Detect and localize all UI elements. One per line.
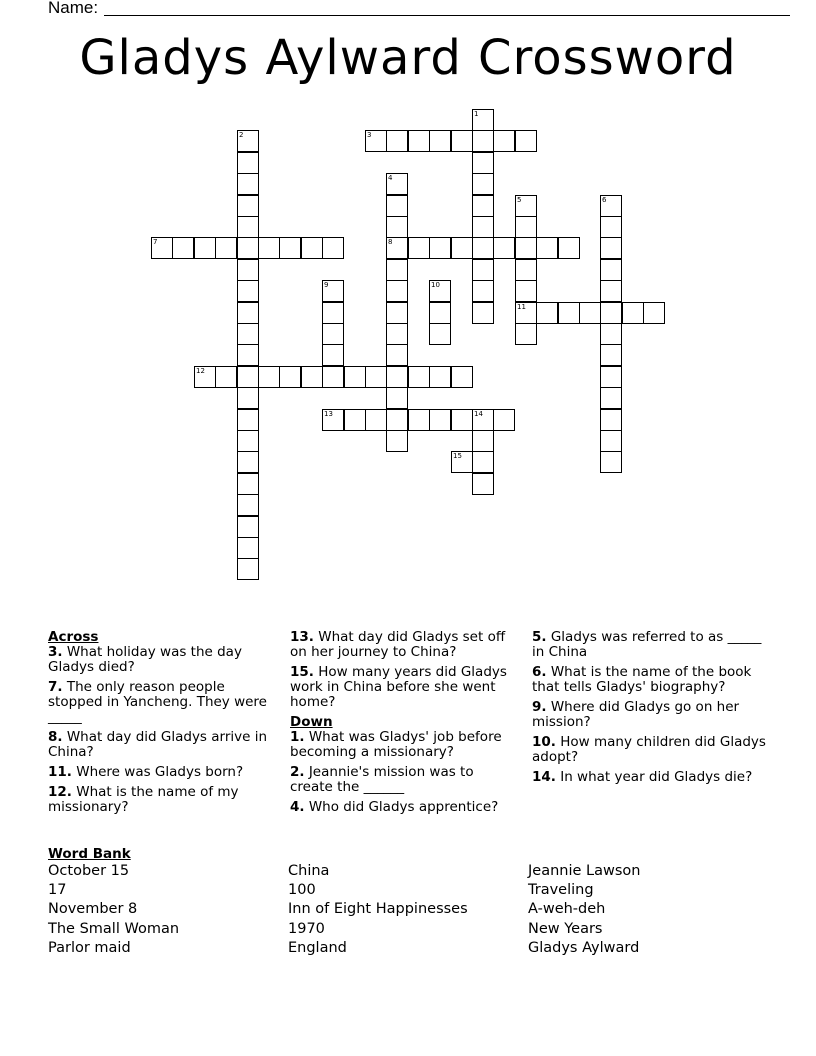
clues-column-2 (290, 630, 518, 820)
grid-cell[interactable] (237, 387, 259, 409)
clue-down-2 (290, 765, 518, 795)
grid-cell[interactable] (322, 344, 344, 366)
grid-cell[interactable] (536, 237, 558, 259)
grid-cell[interactable] (622, 302, 644, 324)
clue-number: 2. (290, 764, 305, 780)
clue-number: 14. (532, 769, 556, 785)
grid-cell[interactable] (579, 302, 601, 324)
grid-cell[interactable] (386, 280, 408, 302)
grid-cell[interactable] (386, 409, 408, 431)
grid-cell[interactable] (472, 302, 494, 324)
grid-cell[interactable] (386, 173, 408, 195)
cell-number: 11 (517, 303, 526, 311)
grid-cell[interactable] (600, 302, 622, 324)
clue-across-13 (290, 630, 518, 660)
grid-cell[interactable] (215, 237, 237, 259)
grid-cell[interactable] (237, 344, 259, 366)
clue-number: 13. (290, 629, 314, 645)
clue-number: 9. (532, 699, 547, 715)
clue-text: Where did Gladys go on her mission? (532, 699, 740, 730)
clue-down-9 (532, 700, 768, 730)
grid-cell[interactable] (472, 109, 494, 131)
word-bank-column-3 (528, 862, 640, 958)
grid-cell[interactable] (237, 323, 259, 345)
cell-number: 4 (388, 174, 393, 182)
grid-cell[interactable] (493, 409, 515, 431)
clue-across-8 (48, 730, 276, 760)
grid-cell[interactable] (451, 409, 473, 431)
grid-cell[interactable] (237, 237, 259, 259)
grid-cell[interactable] (472, 237, 494, 259)
grid-cell[interactable] (600, 451, 622, 473)
grid-cell[interactable] (429, 237, 451, 259)
clue-number: 1. (290, 729, 305, 745)
word-bank-item: 100 (288, 882, 316, 899)
clue-across-11 (48, 765, 276, 780)
word-bank-item: Parlor maid (48, 939, 131, 956)
grid-cell[interactable] (600, 366, 622, 388)
cell-number: 8 (388, 238, 393, 246)
grid-cell[interactable] (322, 237, 344, 259)
clue-across-3 (48, 645, 276, 675)
grid-cell[interactable] (237, 473, 259, 495)
grid-cell[interactable] (386, 216, 408, 238)
clue-down-6 (532, 665, 768, 695)
grid-cell[interactable] (451, 451, 473, 473)
grid-cell[interactable] (386, 366, 408, 388)
grid-cell[interactable] (365, 409, 387, 431)
grid-cell[interactable] (258, 237, 280, 259)
clue-text: What day did Gladys arrive in China? (48, 729, 268, 760)
grid-cell[interactable] (237, 494, 259, 516)
clue-text: Who did Gladys apprentice? (308, 799, 499, 815)
grid-cell[interactable] (408, 237, 430, 259)
word-bank-item: A-weh-deh (528, 901, 606, 918)
grid-cell[interactable] (237, 430, 259, 452)
clue-text: What day did Gladys set off on her journey to China? (290, 629, 506, 660)
grid-cell[interactable] (429, 366, 451, 388)
clue-number: 15. (290, 664, 314, 680)
grid-cell[interactable] (429, 302, 451, 324)
name-label: Name: (48, 0, 99, 17)
cell-number: 14 (474, 410, 483, 418)
cell-number: 3 (367, 131, 372, 139)
grid-cell[interactable] (194, 237, 216, 259)
grid-cell[interactable] (386, 259, 408, 281)
grid-cell[interactable] (237, 537, 259, 559)
grid-cell[interactable] (365, 366, 387, 388)
grid-cell[interactable] (237, 152, 259, 174)
grid-cell[interactable] (600, 323, 622, 345)
grid-cell[interactable] (194, 366, 216, 388)
grid-cell[interactable] (322, 323, 344, 345)
clue-text: What holiday was the day Gladys died? (48, 644, 242, 675)
clue-text: Jeannie's mission was to create the ______ (290, 764, 474, 795)
cell-number: 5 (517, 196, 522, 204)
word-bank-item: The Small Woman (48, 920, 180, 937)
grid-cell[interactable] (237, 216, 259, 238)
grid-cell[interactable] (493, 130, 515, 152)
grid-cell[interactable] (472, 152, 494, 174)
word-bank-item: Traveling (528, 882, 594, 899)
grid-cell[interactable] (258, 366, 280, 388)
page-title: Gladys Aylward Crossword (79, 30, 737, 86)
grid-cell[interactable] (151, 237, 173, 259)
grid-cell[interactable] (322, 409, 344, 431)
grid-cell[interactable] (279, 366, 301, 388)
grid-cell[interactable] (172, 237, 194, 259)
grid-cell[interactable] (600, 216, 622, 238)
grid-cell[interactable] (515, 323, 537, 345)
grid-cell[interactable] (322, 280, 344, 302)
clue-text: How many children did Gladys adopt? (532, 734, 766, 765)
grid-cell[interactable] (600, 409, 622, 431)
cell-number: 13 (324, 410, 333, 418)
grid-cell[interactable] (386, 323, 408, 345)
grid-cell[interactable] (429, 130, 451, 152)
grid-cell[interactable] (536, 302, 558, 324)
grid-cell[interactable] (215, 366, 237, 388)
grid-cell[interactable] (472, 259, 494, 281)
clue-number: 5. (532, 629, 547, 645)
clue-number: 10. (532, 734, 556, 750)
clue-text: The only reason people stopped in Yancheng. They were _____ (48, 679, 267, 725)
grid-cell[interactable] (600, 237, 622, 259)
grid-cell[interactable] (472, 130, 494, 152)
grid-cell[interactable] (237, 130, 259, 152)
down-heading: Down (290, 714, 333, 730)
grid-cell[interactable] (515, 280, 537, 302)
word-bank-heading: Word Bank (48, 846, 131, 862)
grid-cell[interactable] (237, 409, 259, 431)
grid-cell[interactable] (344, 366, 366, 388)
grid-cell[interactable] (237, 366, 259, 388)
grid-cell[interactable] (408, 409, 430, 431)
grid-cell[interactable] (472, 451, 494, 473)
grid-cell[interactable] (472, 216, 494, 238)
grid-cell[interactable] (237, 280, 259, 302)
grid-cell[interactable] (600, 280, 622, 302)
grid-cell[interactable] (600, 259, 622, 281)
clue-down-10 (532, 735, 768, 765)
grid-cell[interactable] (237, 173, 259, 195)
clue-text: How many years did Gladys work in China before she went home? (290, 664, 507, 710)
grid-cell[interactable] (472, 195, 494, 217)
word-bank-column-2 (288, 862, 468, 958)
grid-cell[interactable] (237, 302, 259, 324)
clue-number: 7. (48, 679, 63, 695)
grid-cell[interactable] (322, 302, 344, 324)
clue-across-12 (48, 785, 276, 815)
clue-text: In what year did Gladys die? (560, 769, 753, 785)
clue-number: 3. (48, 644, 63, 660)
grid-cell[interactable] (472, 430, 494, 452)
cell-number: 10 (431, 281, 440, 289)
clue-text: Gladys was referred to as _____ in China (532, 629, 762, 660)
word-bank-item: Gladys Aylward (528, 939, 640, 956)
word-bank-item: New Years (528, 920, 603, 937)
grid-cell[interactable] (237, 195, 259, 217)
grid-cell[interactable] (386, 130, 408, 152)
word-bank-column-1 (48, 862, 179, 958)
grid-cell[interactable] (515, 195, 537, 217)
grid-cell[interactable] (472, 173, 494, 195)
grid-cell[interactable] (451, 237, 473, 259)
grid-cell[interactable] (451, 130, 473, 152)
cell-number: 9 (324, 281, 329, 289)
grid-cell[interactable] (429, 323, 451, 345)
grid-cell[interactable] (386, 344, 408, 366)
grid-cell[interactable] (515, 216, 537, 238)
grid-cell[interactable] (386, 387, 408, 409)
clue-text: What is the name of my missionary? (48, 784, 239, 815)
cell-number: 7 (153, 238, 158, 246)
grid-cell[interactable] (386, 430, 408, 452)
grid-cell[interactable] (322, 366, 344, 388)
grid-cell[interactable] (237, 558, 259, 580)
cell-number: 2 (239, 131, 244, 139)
clue-down-4 (290, 800, 518, 815)
clues-column-1 (48, 630, 276, 820)
grid-cell[interactable] (386, 302, 408, 324)
word-bank-item: October 15 (48, 863, 130, 879)
clue-text: What is the name of the book that tells Gladys' biography? (532, 664, 752, 695)
grid-cell[interactable] (386, 237, 408, 259)
word-bank-item: England (288, 939, 347, 956)
word-bank-item: November 8 (48, 901, 138, 918)
grid-cell[interactable] (558, 237, 580, 259)
grid-cell[interactable] (515, 302, 537, 324)
clue-number: 11. (48, 764, 72, 780)
cell-number: 12 (196, 367, 205, 375)
grid-cell[interactable] (600, 387, 622, 409)
grid-cell[interactable] (472, 473, 494, 495)
grid-cell[interactable] (279, 237, 301, 259)
grid-cell[interactable] (472, 409, 494, 431)
clue-text: Where was Gladys born? (76, 764, 244, 780)
clue-text: What was Gladys' job before becoming a missionary? (290, 729, 502, 760)
grid-cell[interactable] (515, 130, 537, 152)
across-heading: Across (48, 629, 99, 645)
clue-number: 12. (48, 784, 72, 800)
clues-column-3 (532, 630, 768, 790)
word-bank-item: 1970 (288, 920, 325, 937)
grid-cell[interactable] (429, 409, 451, 431)
grid-cell[interactable] (600, 344, 622, 366)
grid-cell[interactable] (643, 302, 665, 324)
grid-cell[interactable] (515, 237, 537, 259)
word-bank-item: Jeannie Lawson (528, 863, 641, 879)
clue-number: 8. (48, 729, 63, 745)
clue-down-14 (532, 770, 768, 785)
grid-cell[interactable] (408, 130, 430, 152)
grid-cell[interactable] (344, 409, 366, 431)
cell-number: 15 (453, 452, 462, 460)
clue-number: 6. (532, 664, 547, 680)
clue-down-1 (290, 730, 518, 760)
grid-cell[interactable] (301, 366, 323, 388)
cell-number: 1 (474, 110, 479, 118)
word-bank-item: Inn of Eight Happinesses (288, 901, 468, 918)
grid-cell[interactable] (365, 130, 387, 152)
grid-cell[interactable] (301, 237, 323, 259)
grid-cell[interactable] (386, 195, 408, 217)
word-bank-item: China (288, 863, 330, 879)
clue-number: 4. (290, 799, 305, 815)
grid-cell[interactable] (600, 195, 622, 217)
grid-cell[interactable] (429, 280, 451, 302)
grid-cell[interactable] (237, 516, 259, 538)
grid-cell[interactable] (408, 366, 430, 388)
clue-down-5 (532, 630, 768, 660)
grid-cell[interactable] (515, 259, 537, 281)
grid-cell[interactable] (600, 430, 622, 452)
grid-cell[interactable] (493, 237, 515, 259)
cell-number: 6 (602, 196, 607, 204)
grid-cell[interactable] (472, 280, 494, 302)
word-bank-item: 17 (48, 882, 67, 899)
clue-across-15 (290, 665, 518, 710)
grid-cell[interactable] (237, 451, 259, 473)
grid-cell[interactable] (558, 302, 580, 324)
clue-across-7 (48, 680, 276, 725)
grid-cell[interactable] (451, 366, 473, 388)
grid-cell[interactable] (237, 259, 259, 281)
